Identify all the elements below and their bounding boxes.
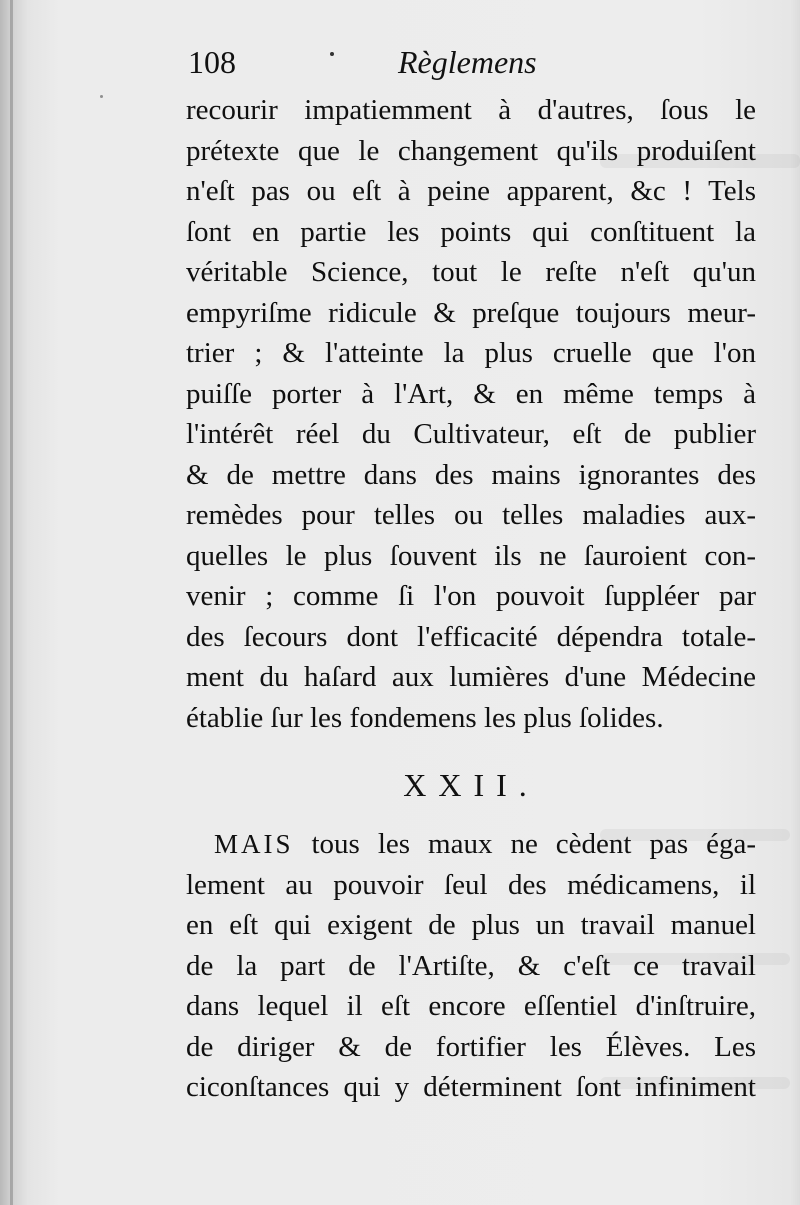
section-heading: XXII. [403, 767, 539, 803]
text-line: de la part de l'Artiſte, & c'eſt ce travail [186, 949, 756, 982]
ink-speck [100, 95, 103, 98]
text-line: n'eſt pas ou eſt à peine apparent, &c ! Tels [186, 175, 756, 207]
text-line: trier ; & l'atteinte la plus cruelle que l'on [186, 337, 756, 369]
page-header [188, 40, 748, 84]
running-title: Règlemens [398, 44, 537, 80]
text-line: dans lequel il eſt encore eſſentiel d'inſtruire, [186, 990, 756, 1022]
text-line: recourir impatiemment à d'autres, ſous le [186, 94, 756, 126]
paragraph-1 [186, 90, 756, 738]
text-line: en eſt qui exigent de plus un travail manuel [186, 909, 756, 941]
first-line-text: tous les maux ne cèdent pas éga- [311, 828, 756, 860]
text-line: ciconſtances qui y déterminent ſont infiniment [186, 1071, 756, 1103]
text-line: prétexte que le changement qu'ils produiſent [186, 134, 756, 167]
text-line: véritable Science, tout le reſte n'eſt qu'un [186, 256, 756, 288]
text-line: empyriſme ridicule & preſque toujours meur- [186, 296, 756, 329]
text-line: ment du haſard aux lumières d'une Médecine [186, 661, 756, 693]
text-line: l'intérêt réel du Cultivateur, eſt de publier [186, 418, 756, 450]
text-line: & de mettre dans des mains ignorantes des [186, 458, 756, 491]
text-line: puiſſe porter à l'Art, & en même temps à [186, 377, 756, 410]
ink-speck [330, 52, 334, 56]
text-line: de diriger & de fortifier les Élèves. Les [186, 1030, 756, 1063]
text-line: venir ; comme ſi l'on pouvoit ſuppléer par [186, 580, 756, 612]
page-number: 108 [188, 44, 236, 80]
paragraph-2 [186, 824, 756, 1108]
text-line: quelles le plus ſouvent ils ne ſauroient con- [186, 539, 756, 572]
text-line: des ſecours dont l'efficacité dépendra totale- [186, 620, 756, 653]
opening-word: MAIS [214, 829, 294, 859]
text-line: lement au pouvoir ſeul des médicamens, il [186, 868, 756, 901]
page-gutter [10, 0, 13, 1205]
text-line: établie ſur les fondemens les plus ſolides. [186, 701, 664, 734]
text-line: remèdes pour telles ou telles maladies aux- [186, 499, 756, 531]
text-line-first [186, 824, 756, 865]
text-line: ſont en partie les points qui conſtituent la [186, 215, 756, 248]
